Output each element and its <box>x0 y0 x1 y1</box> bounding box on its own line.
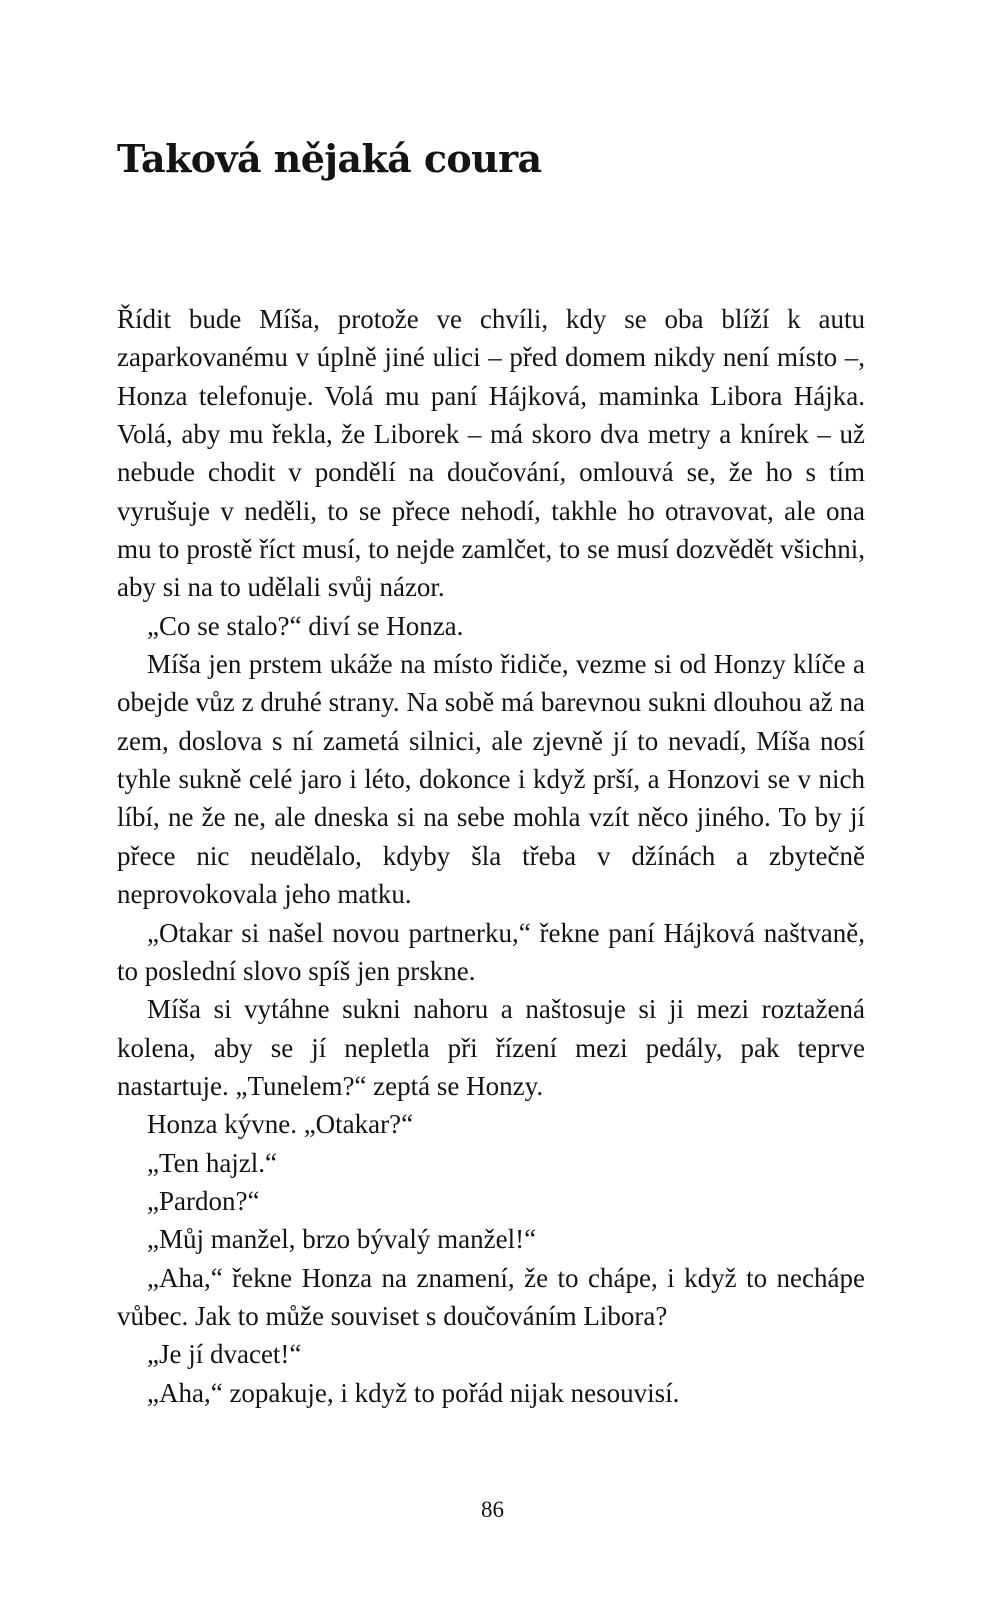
paragraph: Míša si vytáhne sukni nahoru a naštosuje si ji mezi roztažená kolena, aby se jí nepletla při řízení mezi pedály, pak teprve nastartuje. „Tunelem?“ zeptá se Honzy. <box>117 994 865 1101</box>
paragraph: Míša jen prstem ukáže na místo řidiče, vezme si od Honzy klíče a obejde vůz z druhé strany. Na sobě má barevnou sukni dlouhou až na zem, doslova s ní zametá silnici, ale zjevně jí to nevadí, Míša nosí tyhle sukně celé jaro i léto, dokonce i když prší, a Honzovi se v nich líbí, ne že ne, ale dneska si na sebe mohla vzít něco jiného. To by jí přece nic neudělalo, kdyby šla třeba v džínách a zbytečně neprovokovala jeho matku. <box>117 649 865 910</box>
paragraph: „Pardon?“ <box>147 1185 260 1216</box>
chapter-body <box>117 300 865 1412</box>
paragraph: Honza kývne. „Otakar?“ <box>147 1109 414 1140</box>
paragraph: „Můj manžel, brzo bývalý manžel!“ <box>147 1224 537 1255</box>
paragraph: „Je jí dvacet!“ <box>147 1339 302 1370</box>
paragraph: „Aha,“ zopakuje, i když to pořád nijak nesouvisí. <box>147 1377 680 1408</box>
paragraph: „Aha,“ řekne Honza na znamení, že to chápe, i když to nechápe vůbec. Jak to může souviset s doučováním Libora? <box>117 1262 865 1331</box>
paragraph: „Otakar si našel novou partnerku,“ řekne paní Hájková naštvaně, to poslední slovo spíš jen prskne. <box>117 917 865 986</box>
paragraph: Řídit bude Míša, protože ve chvíli, kdy se oba blíží k autu zaparkovanému v úplně jiné ulici – před domem nikdy není místo –, Honza telefonuje. Volá mu paní Hájková, maminka Libora Hájka. Volá, aby mu řekla, že Liborek – má skoro dva metry a knírek – už nebude chodit v pondělí na doučování, omlouvá se, že ho s tím vyrušuje v neděli, to se přece nehodí, takhle ho otravovat, ale ona mu to prostě říct musí, to nejde zamlčet, to se musí dozvědět všichni, aby si na to udělali svůj názor. <box>117 304 865 603</box>
paragraph: „Co se stalo?“ diví se Honza. <box>147 610 464 641</box>
paragraph: „Ten hajzl.“ <box>147 1147 278 1178</box>
page-number: 86 <box>481 1497 504 1522</box>
chapter-title: Taková nějaká coura <box>117 136 542 181</box>
